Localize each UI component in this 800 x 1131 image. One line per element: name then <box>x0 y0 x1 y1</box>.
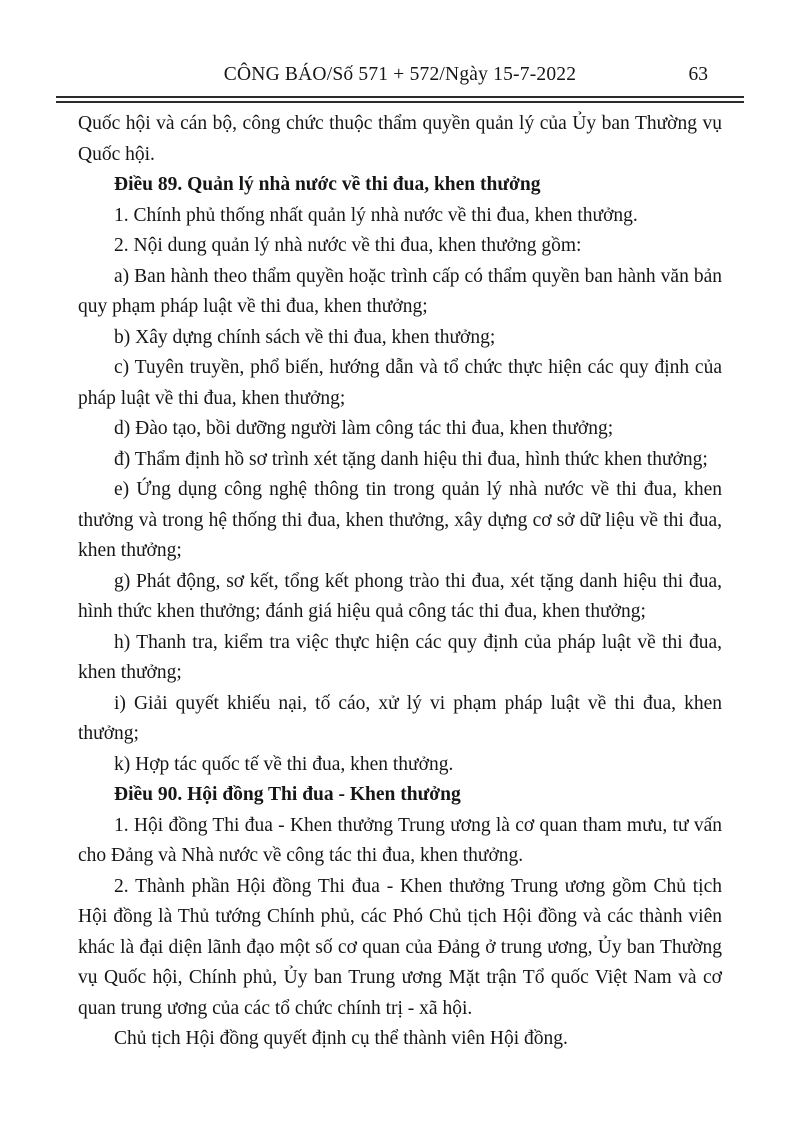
paragraph-point-a: a) Ban hành theo thẩm quyền hoặc trình cấp có thẩm quyền ban hành văn bản quy phạm pháp luật về thi đua, khen thưởng; <box>78 265 722 317</box>
paragraph-point-g: g) Phát động, sơ kết, tổng kết phong trào thi đua, xét tặng danh hiệu thi đua, hình thức khen thưởng; đánh giá hiệu quả công tác thi đua, khen thưởng; <box>78 570 722 622</box>
article-90-heading: Điều 90. Hội đồng Thi đua - Khen thưởng <box>114 784 461 805</box>
paragraph-point-k: k) Hợp tác quốc tế về thi đua, khen thưởng. <box>114 753 454 775</box>
paragraph-point-e: e) Ứng dụng công nghệ thông tin trong quản lý nhà nước về thi đua, khen thưởng và trong hệ thống thi đua, khen thưởng, xây dựng cơ sở dữ liệu về thi đua, khen thưởng; <box>78 479 722 561</box>
page-header <box>56 62 744 88</box>
paragraph-point-h: h) Thanh tra, kiểm tra việc thực hiện các quy định của pháp luật về thi đua, khen thưởng; <box>78 631 722 683</box>
page-number: 63 <box>688 64 708 85</box>
paragraph-continuation: Quốc hội và cán bộ, công chức thuộc thẩm quyền quản lý của Ủy ban Thường vụ Quốc hội. <box>78 113 722 165</box>
paragraph-clause-2-art90: 2. Thành phần Hội đồng Thi đua - Khen thưởng Trung ương gồm Chủ tịch Hội đồng là Thủ tướng Chính phủ, các Phó Chủ tịch Hội đồng và các thành viên khác là đại diện lãnh đạo một số cơ quan của Đảng ở trung ương, Ủy ban Thường vụ Quốc hội, Chính phủ, Ủy ban Trung ương Mặt trận Tổ quốc Việt Nam và cơ quan trung ương của các tổ chức chính trị - xã hội. <box>78 875 722 1019</box>
paragraph-point-b: b) Xây dựng chính sách về thi đua, khen thưởng; <box>114 326 496 348</box>
paragraph-clause-1: 1. Chính phủ thống nhất quản lý nhà nước về thi đua, khen thưởng. <box>114 204 638 226</box>
paragraph-clause-1-art90: 1. Hội đồng Thi đua - Khen thưởng Trung ương là cơ quan tham mưu, tư vấn cho Đảng và Nhà nước về công tác thi đua, khen thưởng. <box>78 814 722 866</box>
header-double-rule <box>56 96 744 103</box>
paragraph-point-i: i) Giải quyết khiếu nại, tố cáo, xử lý vi phạm pháp luật về thi đua, khen thưởng; <box>78 692 722 744</box>
article-89-heading: Điều 89. Quản lý nhà nước về thi đua, khen thưởng <box>114 174 541 195</box>
document-body <box>78 109 722 1055</box>
paragraph-point-d: d) Đào tạo, bồi dưỡng người làm công tác thi đua, khen thưởng; <box>114 418 614 439</box>
gazette-header-title: CÔNG BÁO/Số 571 + 572/Ngày 15-7-2022 <box>223 64 577 85</box>
paragraph-point-c: c) Tuyên truyền, phổ biến, hướng dẫn và tổ chức thực hiện các quy định của pháp luật về thi đua, khen thưởng; <box>78 357 722 409</box>
paragraph-clause-2: 2. Nội dung quản lý nhà nước về thi đua, khen thưởng gồm: <box>114 235 582 256</box>
paragraph-closing: Chủ tịch Hội đồng quyết định cụ thể thành viên Hội đồng. <box>114 1028 568 1049</box>
paragraph-point-dd: đ) Thẩm định hồ sơ trình xét tặng danh hiệu thi đua, hình thức khen thưởng; <box>114 448 708 470</box>
